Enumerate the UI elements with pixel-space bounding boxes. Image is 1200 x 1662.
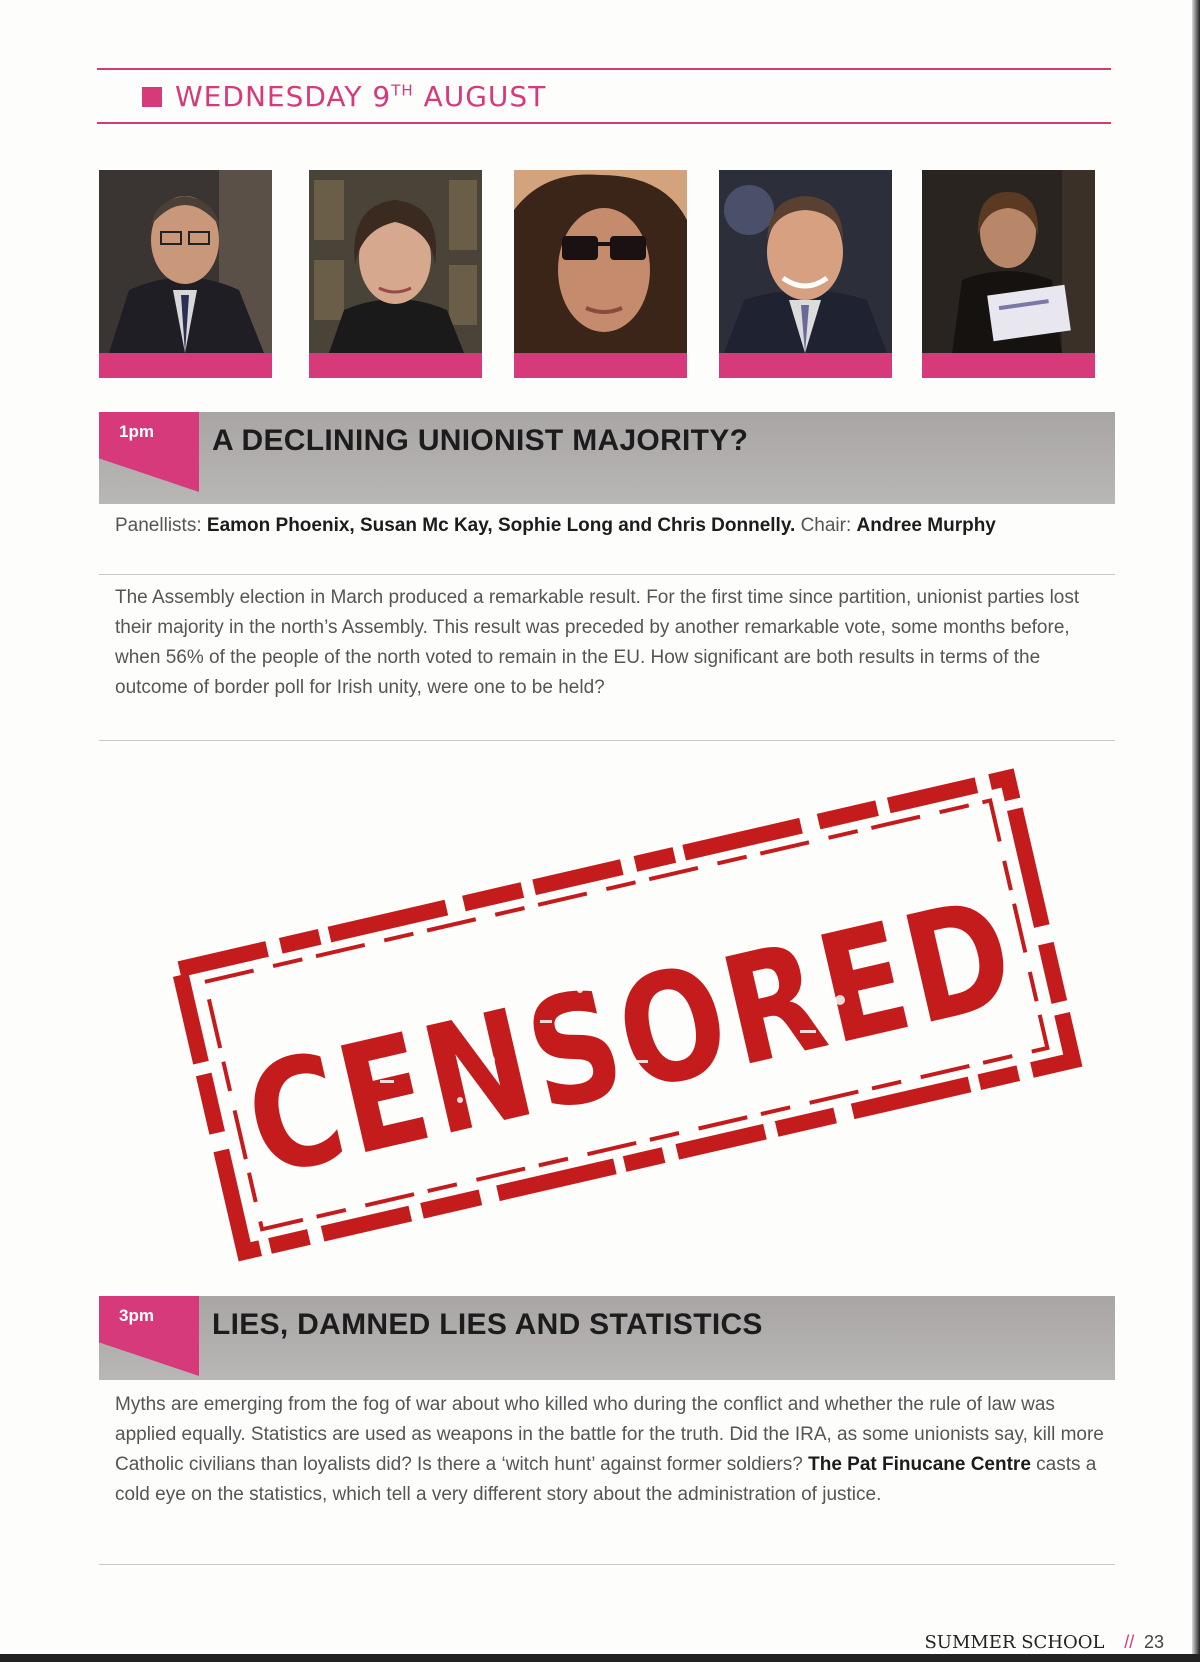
day-weekday: WEDNESDAY 9 — [175, 80, 392, 113]
square-bullet-icon — [142, 87, 162, 107]
portrait-woman-glasses-icon — [514, 170, 687, 353]
stamp-text: CENSORED — [231, 827, 1195, 1211]
chair-label: Chair: — [800, 515, 852, 536]
photo-band — [922, 353, 1095, 378]
page-footer — [924, 1632, 1164, 1653]
portrait-man-glasses-suit-icon — [99, 170, 272, 353]
session-1-header — [99, 412, 1115, 504]
bottom-edge — [0, 1654, 1200, 1662]
session-1-panellists — [115, 511, 1105, 540]
speaker-photo-2 — [309, 170, 482, 378]
day-header — [97, 68, 1111, 124]
photo-band — [719, 353, 892, 378]
description-text: casts a cold eye on the statistics, which tell a very different story about the administration of justice. — [115, 1454, 1097, 1505]
day-ordinal: TH — [391, 81, 414, 100]
speaker-photo-1 — [99, 170, 272, 378]
panellists-names: Eamon Phoenix, Susan Mc Kay, Sophie Long and Chris Donnelly. — [206, 515, 796, 536]
page-number: 23 — [1143, 1632, 1164, 1652]
chair-name: Andree Murphy — [856, 515, 996, 536]
panellists-label: Panellists: — [115, 515, 202, 536]
session-1-description: The Assembly election in March produced a remarkable result. For the first time since partition, unionist parties lost their majority in the north’s Assembly. This result was preceded by another remarkable vote, some months before, when 56% of the people of the north voted to remain in the EU. How significant are both results in terms of the outcome of border poll for Irish unity, were one to be held? — [115, 587, 1080, 698]
session-time: 1pm — [119, 422, 154, 441]
divider — [99, 740, 1115, 741]
footer-separator: // — [1124, 1632, 1135, 1652]
organisation-name: The Pat Finucane Centre — [808, 1454, 1031, 1475]
portrait-man-smiling-suit-icon — [719, 170, 892, 353]
photo-band — [99, 353, 272, 378]
session-time: 3pm — [119, 1306, 154, 1325]
censored-stamp — [160, 760, 1195, 1260]
divider — [99, 574, 1115, 575]
page-edge — [1192, 0, 1200, 1662]
session-2-description — [115, 1390, 1115, 1510]
speaker-photo-4 — [719, 170, 892, 378]
portrait-woman-bookshelf-icon — [309, 170, 482, 353]
day-title — [175, 80, 546, 113]
photo-band — [514, 353, 687, 378]
footer-label: SUMMER SCHOOL — [924, 1632, 1105, 1653]
speaker-photo-5 — [922, 170, 1095, 378]
divider — [99, 1564, 1115, 1565]
session-2-header — [99, 1296, 1115, 1380]
session-title: A DECLINING UNIONIST MAJORITY? — [212, 424, 749, 457]
day-month: AUGUST — [423, 80, 547, 113]
session-title: LIES, DAMNED LIES AND STATISTICS — [212, 1308, 763, 1341]
speaker-photo-3 — [514, 170, 687, 378]
portrait-woman-certificate-icon — [922, 170, 1095, 353]
photo-band — [309, 353, 482, 378]
description-text: Myths are emerging from the fog of war about who killed who during the conflict and whether the rule of law was applied equally. Statistics are used as weapons in the battle for the truth. Did the IRA, as some unionists say, kill more Catholic civilians than loyalists did? Is there a ‘witch hunt’ against former soldiers? — [115, 1394, 1104, 1475]
